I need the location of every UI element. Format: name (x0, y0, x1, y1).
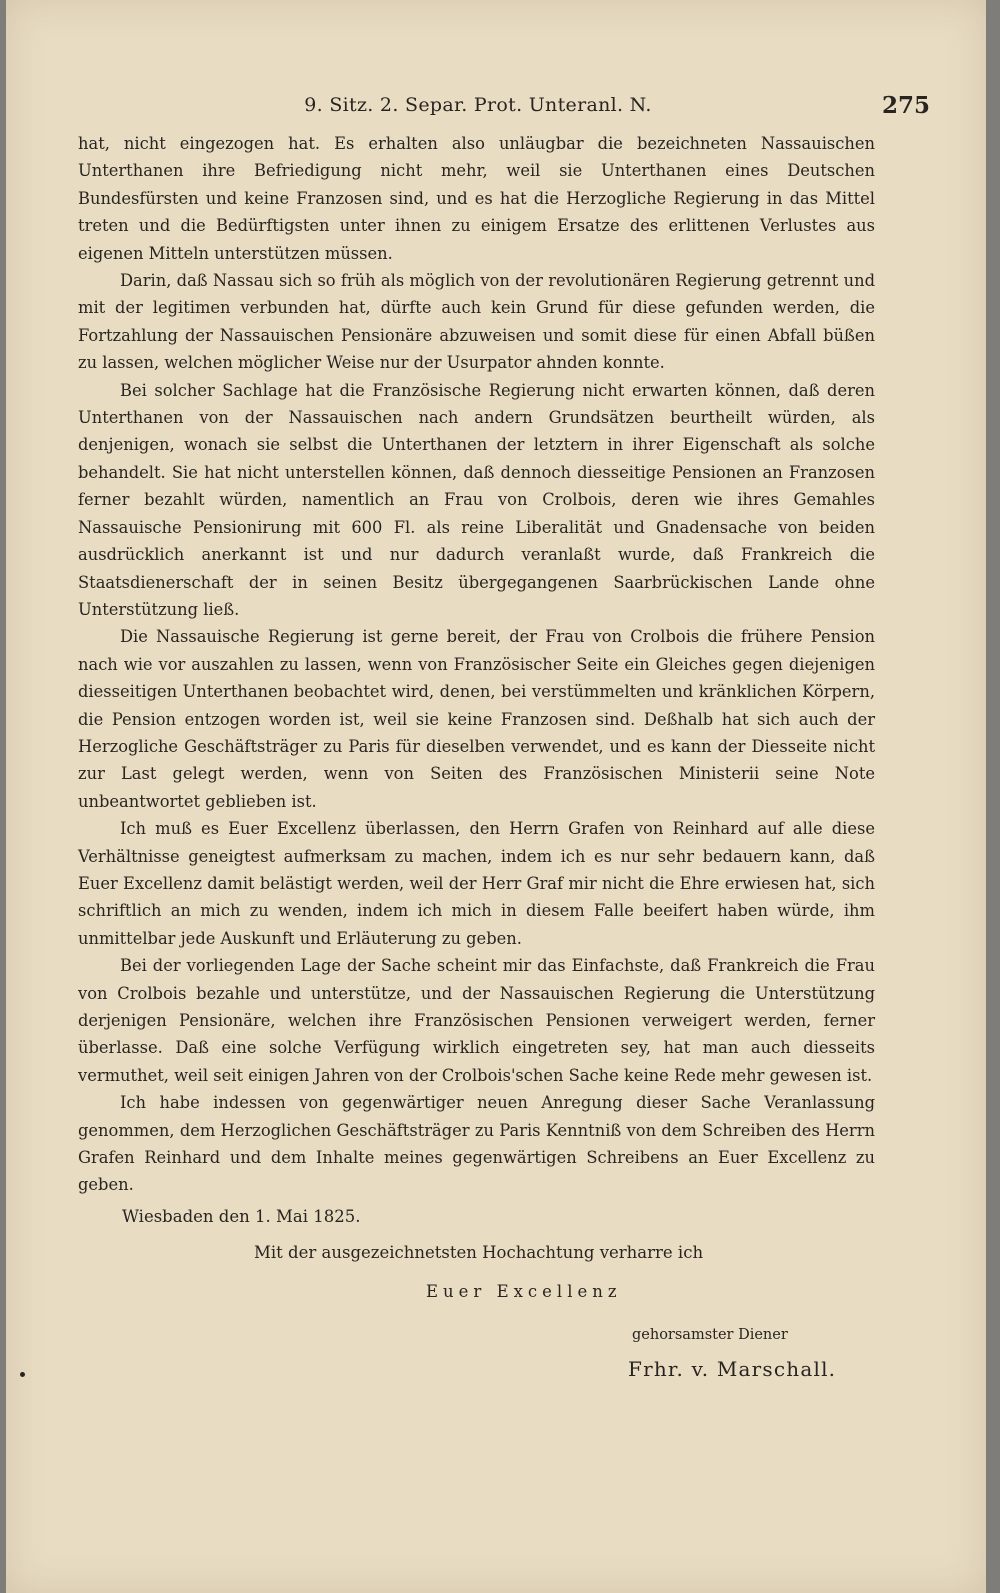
paragraph-1: hat, nicht eingezogen hat. Es erhalten also unläugbar die bezeichneten Nassauischen Unterthanen ihre Befriedigung nicht mehr, weil sie Unterthanen eines Deutschen Bundesfürsten und keine Franzosen sind, und es hat die Herzogliche Regierung in das Mittel treten und die Bedürftigsten unter ihnen zu einigem Ersatze des erlittenen Verlustes aus eigenen Mitteln unterstützen müssen. (78, 134, 875, 263)
closing-formula: Mit der ausgezeichnetsten Hochachtung verharre ich (254, 1243, 704, 1262)
body-text (78, 130, 875, 1199)
running-head: 9. Sitz. 2. Separ. Prot. Unteranl. N. (304, 94, 652, 116)
ink-speck (20, 1372, 25, 1377)
dateline: Wiesbaden den 1. Mai 1825. (122, 1207, 361, 1226)
paragraph-2: Darin, daß Nassau sich so früh als möglich von der revolutionären Regierung getrennt und mit der legitimen verbunden hat, dürfte auch kein Grund für diese gefunden werden, die Fortzahlung der Nassauischen Pensionäre abzuweisen und somit diese für einen Abfall büßen zu lassen, welchen möglicher Weise nur der Usurpator ahnden konnte. (78, 271, 875, 373)
page-number: 275 (881, 92, 930, 119)
paragraph-7: Ich habe indessen von gegenwärtiger neuen Anregung dieser Sache Veranlassung genommen, dem Herzoglichen Geschäftsträger zu Paris Kenntniß von dem Schreiben des Herrn Grafen Reinhard und dem Inhalte meines gegenwärtigen Schreibens an Euer Excellenz zu geben. (78, 1093, 875, 1195)
salutation: Euer Excellenz (426, 1282, 622, 1301)
page-header (70, 92, 930, 124)
paragraph-6: Bei der vorliegenden Lage der Sache scheint mir das Einfachste, daß Frankreich die Frau von Crolbois bezahle und unterstütze, und der Nassauischen Regierung die Unterstützung derjenigen Pensionäre, welchen ihre Französischen Pensionen verweigert werden, ferner überlasse. Daß eine solche Verfügung wirklich eingetreten sey, hat man auch diesseits vermuthet, weil seit einigen Jahren von der Crolbois'schen Sache keine Rede mehr gewesen ist. (78, 956, 875, 1085)
document-page (6, 0, 986, 1593)
signature: Frhr. v. Marschall. (628, 1357, 837, 1381)
servant-line: gehorsamster Diener (632, 1327, 788, 1343)
paragraph-5: Ich muß es Euer Excellenz überlassen, den Herrn Grafen von Reinhard auf alle diese Verhältnisse geneigtest aufmerksam zu machen, indem ich es nur sehr bedauern kann, daß Euer Excellenz damit belästigt werden, weil der Herr Graf mir nicht die Ehre erwiesen hat, sich schriftlich an mich zu wenden, indem ich mich in diesem Falle beeifert haben würde, ihm unmittelbar jede Auskunft und Erläuterung zu geben. (78, 819, 875, 948)
paragraph-3: Bei solcher Sachlage hat die Französische Regierung nicht erwarten können, daß deren Unterthanen von der Nassauischen nach andern Grundsätzen beurtheilt würden, als denjenigen, wonach sie selbst die Unterthanen der letztern in ihrer Eigenschaft als solche behandelt. Sie hat nicht unterstellen können, daß dennoch diesseitige Pensionen an Franzosen ferner bezahlt würden, namentlich an Frau von Crolbois, deren wie ihres Gemahles Nassauische Pensionirung mit 600 Fl. als reine Liberalität und Gnadensache von beiden ausdrücklich anerkannt ist und nur dadurch veranlaßt wurde, daß Frankreich die Staatsdienerschaft der in seinen Besitz übergegangenen Saarbrückischen Lande ohne Unterstützung ließ. (78, 380, 875, 619)
paragraph-4: Die Nassauische Regierung ist gerne bereit, der Frau von Crolbois die frühere Pension nach wie vor auszahlen zu lassen, wenn von Französischer Seite ein Gleiches gegen diejenigen diesseitigen Unterthanen beobachtet wird, denen, bei verstümmelten und kränklichen Körpern, die Pension entzogen worden ist, weil sie keine Franzosen sind. Deßhalb hat sich auch der Herzogliche Geschäftsträger zu Paris für dieselben verwendet, und es kann der Diesseite nicht zur Last gelegt werden, wenn von Seiten des Französischen Ministerii seine Note unbeantwortet geblieben ist. (78, 627, 875, 811)
